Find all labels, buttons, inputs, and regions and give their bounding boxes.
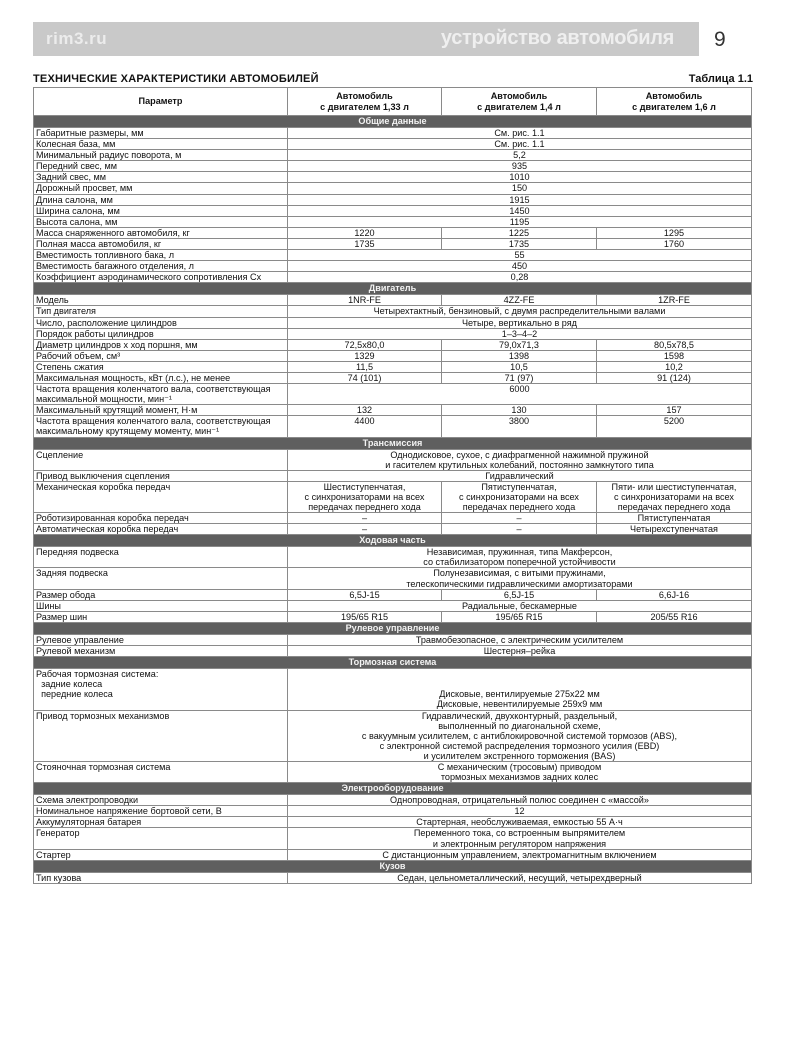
- value-cell-all: 150: [288, 183, 752, 194]
- value-cell-all: Седан, цельнометаллический, несущий, четырехдверный: [288, 872, 752, 883]
- value-cell-all: Полунезависимая, с витыми пружинами, телескопическими гидравлическими амортизаторами: [288, 568, 752, 589]
- value-cell: 157: [597, 405, 752, 416]
- parameter-cell: Номинальное напряжение бортовой сети, В: [34, 806, 288, 817]
- value-cell: 1735: [442, 238, 597, 249]
- table-row: [34, 634, 752, 645]
- value-cell-all: 1010: [288, 172, 752, 183]
- parameter-cell: Вместимость топливного бака, л: [34, 250, 288, 261]
- parameter-cell: Порядок работы цилиндров: [34, 328, 288, 339]
- value-cell: Пятиступенчатая, с синхронизаторами на всех передачах переднего хода: [442, 481, 597, 512]
- value-cell-all: Независимая, пружинная, типа Макферсон, со стабилизатором поперечной устойчивости: [288, 547, 752, 568]
- value-cell-all: Дисковые, вентилируемые 275x22 мм Дисковые, невентилируемые 259x9 мм: [288, 669, 752, 710]
- value-cell-all: См. рис. 1.1: [288, 139, 752, 150]
- section-header-row: [34, 860, 752, 872]
- table-row: [34, 295, 752, 306]
- section-title-cell: Рулевое управление: [34, 622, 752, 634]
- value-cell: 6,5J-15: [442, 589, 597, 600]
- value-cell: Четырехступенчатая: [597, 524, 752, 535]
- parameter-cell: Размер обода: [34, 589, 288, 600]
- parameter-cell: Длина салона, мм: [34, 194, 288, 205]
- table-row: [34, 761, 752, 782]
- table-row: [34, 470, 752, 481]
- value-cell-all: 935: [288, 161, 752, 172]
- value-cell: –: [442, 524, 597, 535]
- section-header-row: [34, 437, 752, 449]
- parameter-cell: Передняя подвеска: [34, 547, 288, 568]
- value-cell-all: 6000: [288, 384, 752, 405]
- table-row: [34, 361, 752, 372]
- section-header-row: [34, 283, 752, 295]
- parameter-cell: Частота вращения коленчатого вала, соответствующая максимальному крутящему моменту, мин⁻¹: [34, 416, 288, 437]
- value-cell: Шестиступенчатая, с синхронизаторами на всех передачах переднего хода: [288, 481, 442, 512]
- table-row: [34, 817, 752, 828]
- value-cell-all: 1450: [288, 205, 752, 216]
- table-row: [34, 216, 752, 227]
- value-cell: 1735: [288, 238, 442, 249]
- parameter-cell: Рулевое управление: [34, 634, 288, 645]
- parameter-cell: Задняя подвеска: [34, 568, 288, 589]
- table-row: [34, 589, 752, 600]
- value-cell: 1398: [442, 350, 597, 361]
- value-cell-all: 55: [288, 250, 752, 261]
- section-title-cell: Ходовая часть: [34, 535, 752, 547]
- parameter-cell: Максимальная мощность, кВт (л.с.), не менее: [34, 372, 288, 383]
- parameter-cell: Аккумуляторная батарея: [34, 817, 288, 828]
- value-cell-all: Однодисковое, сухое, с диафрагменной нажимной пружиной и гасителем крутильных колебаний, постоянно замкнутого типа: [288, 449, 752, 470]
- table-row: [34, 449, 752, 470]
- parameter-cell: Сцепление: [34, 449, 288, 470]
- section-header-row: [34, 622, 752, 634]
- site-name: rim3.ru: [46, 29, 108, 48]
- value-cell: 1760: [597, 238, 752, 249]
- value-cell: 91 (124): [597, 372, 752, 383]
- parameter-cell: Тип двигателя: [34, 306, 288, 317]
- value-cell: 1295: [597, 227, 752, 238]
- value-cell-all: С механическим (тросовым) приводом тормозных механизмов задних колес: [288, 761, 752, 782]
- section-header-row: [34, 783, 752, 795]
- value-cell-all: 12: [288, 806, 752, 817]
- parameter-cell: Автоматическая коробка передач: [34, 524, 288, 535]
- table-row: [34, 849, 752, 860]
- parameter-cell: Привод тормозных механизмов: [34, 710, 288, 761]
- value-cell: 130: [442, 405, 597, 416]
- parameter-cell: Степень сжатия: [34, 361, 288, 372]
- value-cell-all: Шестерня–рейка: [288, 646, 752, 657]
- value-cell: 11,5: [288, 361, 442, 372]
- value-cell: 4ZZ-FE: [442, 295, 597, 306]
- table-row: [34, 669, 752, 710]
- value-cell-all: 1–3–4–2: [288, 328, 752, 339]
- table-row: [34, 227, 752, 238]
- parameter-cell: Максимальный крутящий момент, Н·м: [34, 405, 288, 416]
- parameter-cell: Коэффициент аэродинамического сопротивления Cx: [34, 272, 288, 283]
- table-row: [34, 611, 752, 622]
- value-cell: 132: [288, 405, 442, 416]
- parameter-cell: Шины: [34, 600, 288, 611]
- value-cell-all: 1915: [288, 194, 752, 205]
- value-cell-all: См. рис. 1.1: [288, 128, 752, 139]
- table-row: [34, 261, 752, 272]
- value-cell: –: [288, 524, 442, 535]
- value-cell: 6,5J-15: [288, 589, 442, 600]
- table-row: [34, 481, 752, 512]
- table-row: [34, 372, 752, 383]
- parameter-cell: Минимальный радиус поворота, м: [34, 150, 288, 161]
- parameter-cell: Рулевой механизм: [34, 646, 288, 657]
- value-cell-all: 450: [288, 261, 752, 272]
- table-row: [34, 513, 752, 524]
- parameter-cell: Рабочая тормозная система: задние колеса передние колеса: [34, 669, 288, 710]
- value-cell: 195/65 R15: [442, 611, 597, 622]
- table-row: [34, 172, 752, 183]
- table-row: [34, 128, 752, 139]
- value-cell: 10,2: [597, 361, 752, 372]
- table-row: [34, 306, 752, 317]
- table-row: [34, 339, 752, 350]
- value-cell-all: Переменного тока, со встроенным выпрямителем и электронным регулятором напряжения: [288, 828, 752, 849]
- parameter-cell: Тип кузова: [34, 872, 288, 883]
- value-cell-all: 5,2: [288, 150, 752, 161]
- value-cell: 1ZR-FE: [597, 295, 752, 306]
- section-header-row: [34, 535, 752, 547]
- page-number: 9: [714, 28, 726, 51]
- column-header: Автомобиль с двигателем 1,4 л: [442, 88, 597, 116]
- parameter-cell: Передний свес, мм: [34, 161, 288, 172]
- value-cell: –: [288, 513, 442, 524]
- table-number: Таблица 1.1: [688, 73, 753, 85]
- value-cell: 71 (97): [442, 372, 597, 383]
- table-row: [34, 547, 752, 568]
- parameter-cell: Генератор: [34, 828, 288, 849]
- parameter-cell: Стояночная тормозная система: [34, 761, 288, 782]
- table-row: [34, 795, 752, 806]
- value-cell: 72,5x80,0: [288, 339, 442, 350]
- parameter-cell: Привод выключения сцепления: [34, 470, 288, 481]
- table-row: [34, 646, 752, 657]
- value-cell: 1598: [597, 350, 752, 361]
- table-header-row: [34, 88, 752, 116]
- section-title-cell: Трансмиссия: [34, 437, 752, 449]
- table-body: [34, 116, 752, 884]
- section-title-cell: Электрооборудование: [34, 783, 752, 795]
- section-header-row: [34, 116, 752, 128]
- value-cell-all: С дистанционным управлением, электромагнитным включением: [288, 849, 752, 860]
- value-cell-all: Четырехтактный, бензиновый, с двумя распределительными валами: [288, 306, 752, 317]
- parameter-cell: Ширина салона, мм: [34, 205, 288, 216]
- specs-table: [33, 87, 752, 884]
- value-cell-all: Гидравлический, двухконтурный, раздельный, выполненный по диагональной схеме, с вакуумным усилителем, с антиблокировочной системой тормозов (ABS), с электронной системой распределения тормозного усилия (EBD) и усилителем экстренного торможения (BAS): [288, 710, 752, 761]
- parameter-cell: Стартер: [34, 849, 288, 860]
- section-title-cell: Общие данные: [34, 116, 752, 128]
- value-cell-all: Четыре, вертикально в ряд: [288, 317, 752, 328]
- column-header: Автомобиль с двигателем 1,33 л: [288, 88, 442, 116]
- section-title: устройство автомобиля: [440, 27, 674, 49]
- value-cell-all: Стартерная, необслуживаемая, емкостью 55 А·ч: [288, 817, 752, 828]
- section-title-cell: Тормозная система: [34, 657, 752, 669]
- parameter-cell: Частота вращения коленчатого вала, соответствующая максимальной мощности, мин⁻¹: [34, 384, 288, 405]
- table-row: [34, 416, 752, 437]
- table-row: [34, 568, 752, 589]
- table-row: [34, 238, 752, 249]
- table-row: [34, 183, 752, 194]
- value-cell-all: Травмобезопасное, с электрическим усилителем: [288, 634, 752, 645]
- parameter-cell: Задний свес, мм: [34, 172, 288, 183]
- section-title-cell: Кузов: [34, 860, 752, 872]
- table-row: [34, 524, 752, 535]
- table-row: [34, 161, 752, 172]
- parameter-cell: Размер шин: [34, 611, 288, 622]
- value-cell: 1329: [288, 350, 442, 361]
- column-header: Параметр: [34, 88, 288, 116]
- table-row: [34, 600, 752, 611]
- table-title: ТЕХНИЧЕСКИЕ ХАРАКТЕРИСТИКИ АВТОМОБИЛЕЙ: [33, 73, 319, 85]
- table-row: [34, 250, 752, 261]
- value-cell-all: Гидравлический: [288, 470, 752, 481]
- value-cell-all: 0,28: [288, 272, 752, 283]
- value-cell: 74 (101): [288, 372, 442, 383]
- section-header-row: [34, 657, 752, 669]
- table-row: [34, 384, 752, 405]
- value-cell-all: 1195: [288, 216, 752, 227]
- value-cell: Пяти- или шестиступенчатая, с синхронизаторами на всех передачах переднего хода: [597, 481, 752, 512]
- value-cell: 79,0x71,3: [442, 339, 597, 350]
- table-row: [34, 272, 752, 283]
- parameter-cell: Масса снаряженного автомобиля, кг: [34, 227, 288, 238]
- parameter-cell: Полная масса автомобиля, кг: [34, 238, 288, 249]
- value-cell: 5200: [597, 416, 752, 437]
- table-row: [34, 710, 752, 761]
- table-row: [34, 828, 752, 849]
- table-row: [34, 139, 752, 150]
- value-cell: 1NR-FE: [288, 295, 442, 306]
- value-cell: 6,6J-16: [597, 589, 752, 600]
- table-row: [34, 205, 752, 216]
- parameter-cell: Схема электропроводки: [34, 795, 288, 806]
- parameter-cell: Высота салона, мм: [34, 216, 288, 227]
- column-header: Автомобиль с двигателем 1,6 л: [597, 88, 752, 116]
- table-row: [34, 317, 752, 328]
- parameter-cell: Рабочий объем, см³: [34, 350, 288, 361]
- table-row: [34, 150, 752, 161]
- value-cell: 80,5x78,5: [597, 339, 752, 350]
- value-cell: Пятиступенчатая: [597, 513, 752, 524]
- table-row: [34, 806, 752, 817]
- parameter-cell: Вместимость багажного отделения, л: [34, 261, 288, 272]
- parameter-cell: Число, расположение цилиндров: [34, 317, 288, 328]
- table-row: [34, 194, 752, 205]
- table-row: [34, 872, 752, 883]
- parameter-cell: Роботизированная коробка передач: [34, 513, 288, 524]
- value-cell: 10,5: [442, 361, 597, 372]
- table-row: [34, 405, 752, 416]
- value-cell: 4400: [288, 416, 442, 437]
- value-cell: 205/55 R16: [597, 611, 752, 622]
- value-cell: 3800: [442, 416, 597, 437]
- table-row: [34, 328, 752, 339]
- value-cell-all: Радиальные, бескамерные: [288, 600, 752, 611]
- value-cell: 195/65 R15: [288, 611, 442, 622]
- value-cell: –: [442, 513, 597, 524]
- table-row: [34, 350, 752, 361]
- parameter-cell: Габаритные размеры, мм: [34, 128, 288, 139]
- parameter-cell: Механическая коробка передач: [34, 481, 288, 512]
- value-cell: 1225: [442, 227, 597, 238]
- parameter-cell: Диаметр цилиндров х ход поршня, мм: [34, 339, 288, 350]
- value-cell: 1220: [288, 227, 442, 238]
- parameter-cell: Дорожный просвет, мм: [34, 183, 288, 194]
- parameter-cell: Модель: [34, 295, 288, 306]
- parameter-cell: Колесная база, мм: [34, 139, 288, 150]
- value-cell-all: Однопроводная, отрицательный полюс соединен с «массой»: [288, 795, 752, 806]
- section-title-cell: Двигатель: [34, 283, 752, 295]
